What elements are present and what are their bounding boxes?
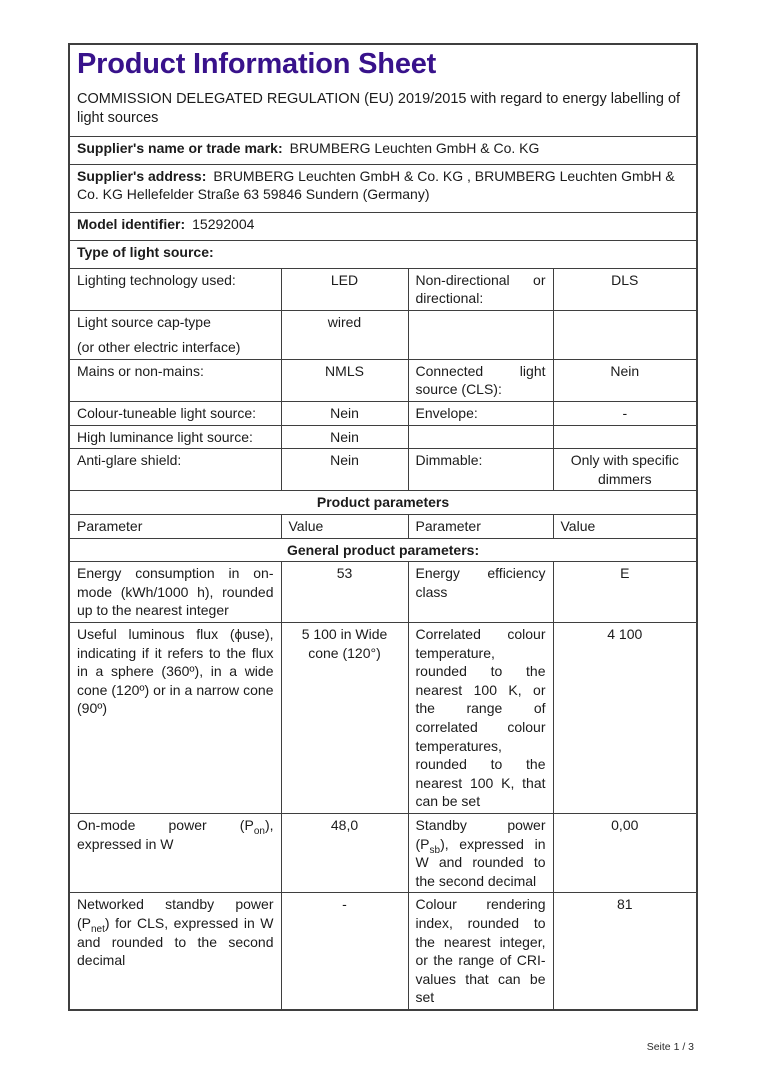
value-cell: - bbox=[281, 893, 408, 1010]
page-title: Product Information Sheet bbox=[77, 48, 437, 80]
table-row bbox=[69, 402, 697, 426]
param-subscript: on bbox=[253, 825, 265, 837]
column-header: Parameter bbox=[408, 515, 553, 539]
product-info-table bbox=[68, 43, 698, 1011]
param-text: ), expressed in W and rounded to the second decimal bbox=[415, 835, 546, 889]
param-cell bbox=[408, 562, 553, 623]
param-cell bbox=[408, 310, 553, 359]
supplier-name-label: Supplier's name or trade mark: bbox=[77, 139, 283, 156]
param-cell bbox=[408, 893, 553, 1010]
param-cell: Dimmable: bbox=[408, 449, 553, 491]
model-identifier-cell bbox=[69, 212, 697, 240]
value-cell: wired bbox=[281, 310, 408, 359]
value-cell: 0,00 bbox=[553, 813, 697, 892]
value-cell: 5 100 in Wide cone (120°) bbox=[281, 623, 408, 814]
cap-type-line2: (or other electric interface) bbox=[77, 339, 241, 356]
param-text: On-mode power (P bbox=[77, 816, 254, 833]
cap-type-line1: Light source cap-type bbox=[77, 313, 211, 330]
table-row-general-header bbox=[69, 538, 697, 562]
param-cell: Anti-glare shield: bbox=[69, 449, 281, 491]
page-number: Seite 1 / 3 bbox=[646, 1040, 694, 1053]
param-cell bbox=[69, 623, 281, 814]
param-text: Energy efficiency class bbox=[415, 565, 546, 600]
supplier-name-cell bbox=[69, 136, 697, 164]
table-row bbox=[69, 623, 697, 814]
value-cell: Nein bbox=[281, 425, 408, 449]
value-cell: Nein bbox=[281, 402, 408, 426]
param-cell: Mains or non-mains: bbox=[69, 359, 281, 401]
param-cell bbox=[408, 813, 553, 892]
column-header: Value bbox=[281, 515, 408, 539]
param-cell bbox=[69, 310, 281, 359]
param-text: ) for CLS, expressed in W and rounded to the second decimal bbox=[77, 914, 274, 969]
supplier-name-value: BRUMBERG Leuchten GmbH & Co. KG bbox=[289, 139, 540, 156]
param-cell: Colour-tuneable light source: bbox=[69, 402, 281, 426]
value-cell: 53 bbox=[281, 562, 408, 623]
param-text: Energy consumption in on-mode (kWh/1000 h), rounded up to the nearest integer bbox=[77, 565, 274, 619]
type-header-cell bbox=[69, 240, 697, 268]
value-cell: NMLS bbox=[281, 359, 408, 401]
param-text: Correlated colour temperature, rounded to the nearest 100 K, or the range of correlated colour temperatures, rounded to the nearest 100 K, that can be set bbox=[415, 626, 546, 810]
param-subscript: net bbox=[91, 923, 105, 935]
column-header: Value bbox=[553, 515, 697, 539]
model-identifier-label: Model identifier: bbox=[77, 215, 186, 232]
general-parameters-header: General product parameters: bbox=[69, 538, 697, 562]
table-row-supplier-name bbox=[69, 136, 697, 164]
table-row-column-headers bbox=[69, 515, 697, 539]
table-row bbox=[69, 449, 697, 491]
value-cell: 48,0 bbox=[281, 813, 408, 892]
table-row bbox=[69, 813, 697, 892]
value-cell: Only with specific dimmers bbox=[553, 449, 697, 491]
param-cell: Envelope: bbox=[408, 402, 553, 426]
product-parameters-header: Product parameters bbox=[69, 491, 697, 515]
param-cell bbox=[69, 813, 281, 892]
table-row bbox=[69, 310, 697, 359]
value-cell: LED bbox=[281, 268, 408, 310]
param-text: ), expressed in W bbox=[77, 816, 274, 852]
value-cell: 81 bbox=[553, 893, 697, 1010]
param-cell: Lighting technology used: bbox=[69, 268, 281, 310]
type-header-label: Type of light source: bbox=[77, 243, 214, 260]
param-cell bbox=[408, 623, 553, 814]
value-cell: Nein bbox=[281, 449, 408, 491]
model-identifier-value: 15292004 bbox=[192, 215, 255, 232]
param-text: Standby power (P bbox=[415, 816, 546, 852]
value-cell: E bbox=[553, 562, 697, 623]
value-cell: DLS bbox=[553, 268, 697, 310]
param-cell bbox=[69, 562, 281, 623]
product-information-sheet bbox=[68, 43, 696, 1053]
supplier-address-cell bbox=[69, 164, 697, 212]
supplier-address-label: Supplier's address: bbox=[77, 167, 207, 184]
param-cell: High luminance light source: bbox=[69, 425, 281, 449]
table-row-type-header bbox=[69, 240, 697, 268]
value-cell bbox=[553, 310, 697, 359]
regulation-subtitle: COMMISSION DELEGATED REGULATION (EU) 2019/2015 with regard to energy labelling of light sources bbox=[77, 91, 681, 126]
param-text: Networked standby power (P bbox=[77, 896, 274, 931]
param-cell bbox=[69, 893, 281, 1010]
table-row bbox=[69, 359, 697, 401]
table-row-title bbox=[69, 44, 697, 136]
table-row bbox=[69, 893, 697, 1010]
value-cell: Nein bbox=[553, 359, 697, 401]
table-row-section-header bbox=[69, 491, 697, 515]
param-subscript: sb bbox=[429, 844, 441, 856]
value-cell bbox=[553, 425, 697, 449]
value-cell: 4 100 bbox=[553, 623, 697, 814]
supplier-address-value: BRUMBERG Leuchten GmbH & Co. KG , BRUMBERG Leuchten GmbH & Co. KG Hellefelder Straße 63 59846 Sundern (Germany) bbox=[77, 167, 675, 203]
title-cell bbox=[69, 44, 697, 136]
param-text: Colour rendering index, rounded to the nearest integer, or the range of CRI-values that can be set bbox=[415, 896, 546, 1006]
table-row bbox=[69, 425, 697, 449]
column-header: Parameter bbox=[69, 515, 281, 539]
param-text: Useful luminous flux (ϕuse), indicating if it refers to the flux in a sphere (360º), in a wide cone (120º) or in a narrow cone (90º) bbox=[77, 626, 274, 717]
param-cell: Connected light source (CLS): bbox=[408, 359, 553, 401]
table-row bbox=[69, 562, 697, 623]
param-cell: Non-directional or directional: bbox=[408, 268, 553, 310]
table-row-supplier-address bbox=[69, 164, 697, 212]
table-row bbox=[69, 268, 697, 310]
value-cell: - bbox=[553, 402, 697, 426]
param-cell bbox=[408, 425, 553, 449]
table-row-model-identifier bbox=[69, 212, 697, 240]
